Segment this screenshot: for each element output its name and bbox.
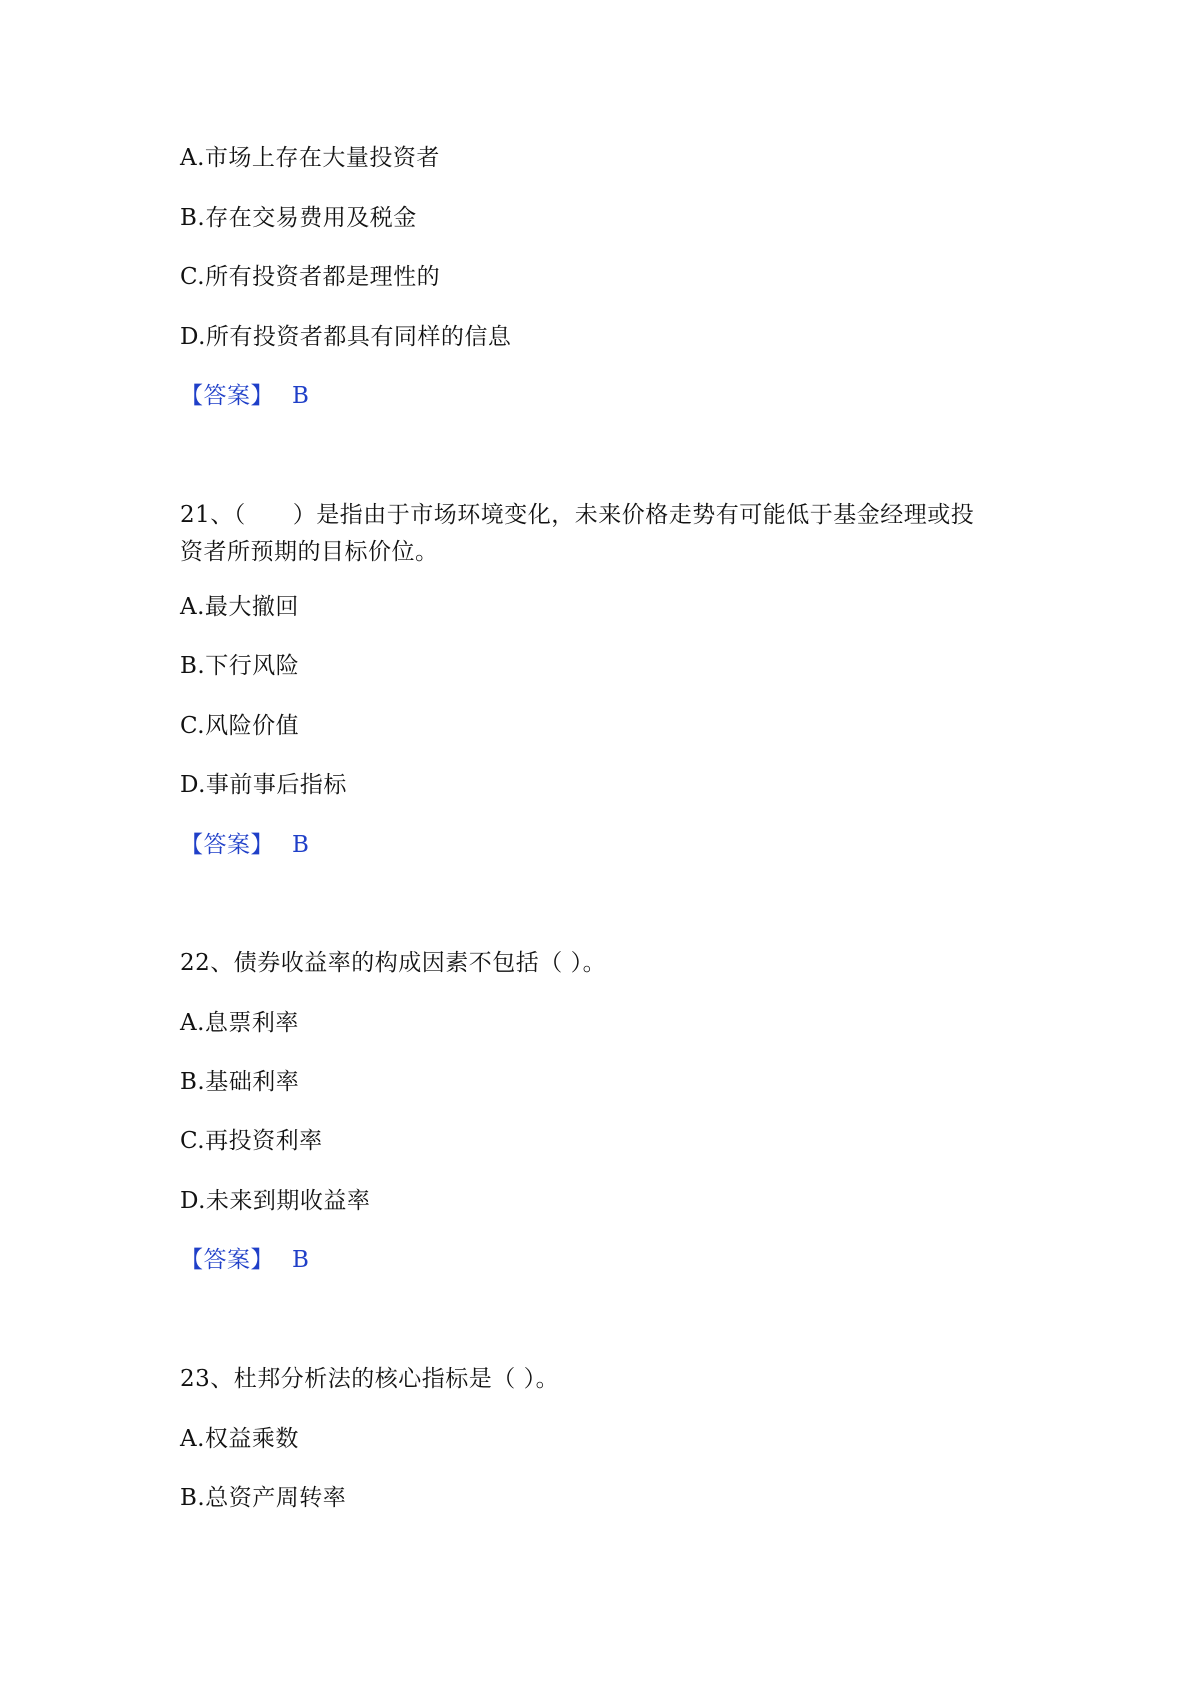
q20-answer-label: 【答案】 bbox=[180, 383, 274, 409]
q22-answer bbox=[180, 1242, 309, 1278]
q20-option-b: B.存在交易费用及税金 bbox=[180, 205, 417, 231]
q21-option-a: A.最大撤回 bbox=[180, 594, 299, 620]
q21-stem-line-1: 21、（ ）是指由于市场环境变化，未来价格走势有可能低于基金经理或投 bbox=[180, 502, 975, 528]
q21-option-c: C.风险价值 bbox=[180, 713, 300, 739]
q20-answer-value: B bbox=[292, 383, 310, 409]
q22-option-b: B.基础利率 bbox=[180, 1069, 300, 1095]
q21-answer-value: B bbox=[292, 832, 310, 858]
q23-stem-line-1: 23、杜邦分析法的核心指标是（ ）。 bbox=[180, 1366, 560, 1392]
q22-stem-line-1: 22、债券收益率的构成因素不包括（ ）。 bbox=[180, 950, 607, 976]
q21-answer-label: 【答案】 bbox=[180, 832, 274, 858]
q21-stem-line-2: 资者所预期的目标价位。 bbox=[180, 539, 439, 565]
q22-option-a: A.息票利率 bbox=[180, 1010, 299, 1036]
q21-option-b: B.下行风险 bbox=[180, 653, 300, 679]
q22-option-d: D.未来到期收益率 bbox=[180, 1188, 371, 1214]
q22-answer-value: B bbox=[292, 1247, 310, 1273]
q21-option-d: D.事前事后指标 bbox=[180, 772, 347, 798]
q20-option-c: C.所有投资者都是理性的 bbox=[180, 264, 441, 290]
q22-option-c: C.再投资利率 bbox=[180, 1128, 323, 1154]
q20-option-d: D.所有投资者都具有同样的信息 bbox=[180, 324, 512, 350]
q23-option-a: A.权益乘数 bbox=[180, 1426, 299, 1452]
q20-option-a: A.市场上存在大量投资者 bbox=[180, 145, 440, 171]
q20-answer bbox=[180, 378, 309, 414]
q22-answer-label: 【答案】 bbox=[180, 1247, 274, 1273]
q23-option-b: B.总资产周转率 bbox=[180, 1485, 347, 1511]
q21-answer bbox=[180, 827, 309, 863]
